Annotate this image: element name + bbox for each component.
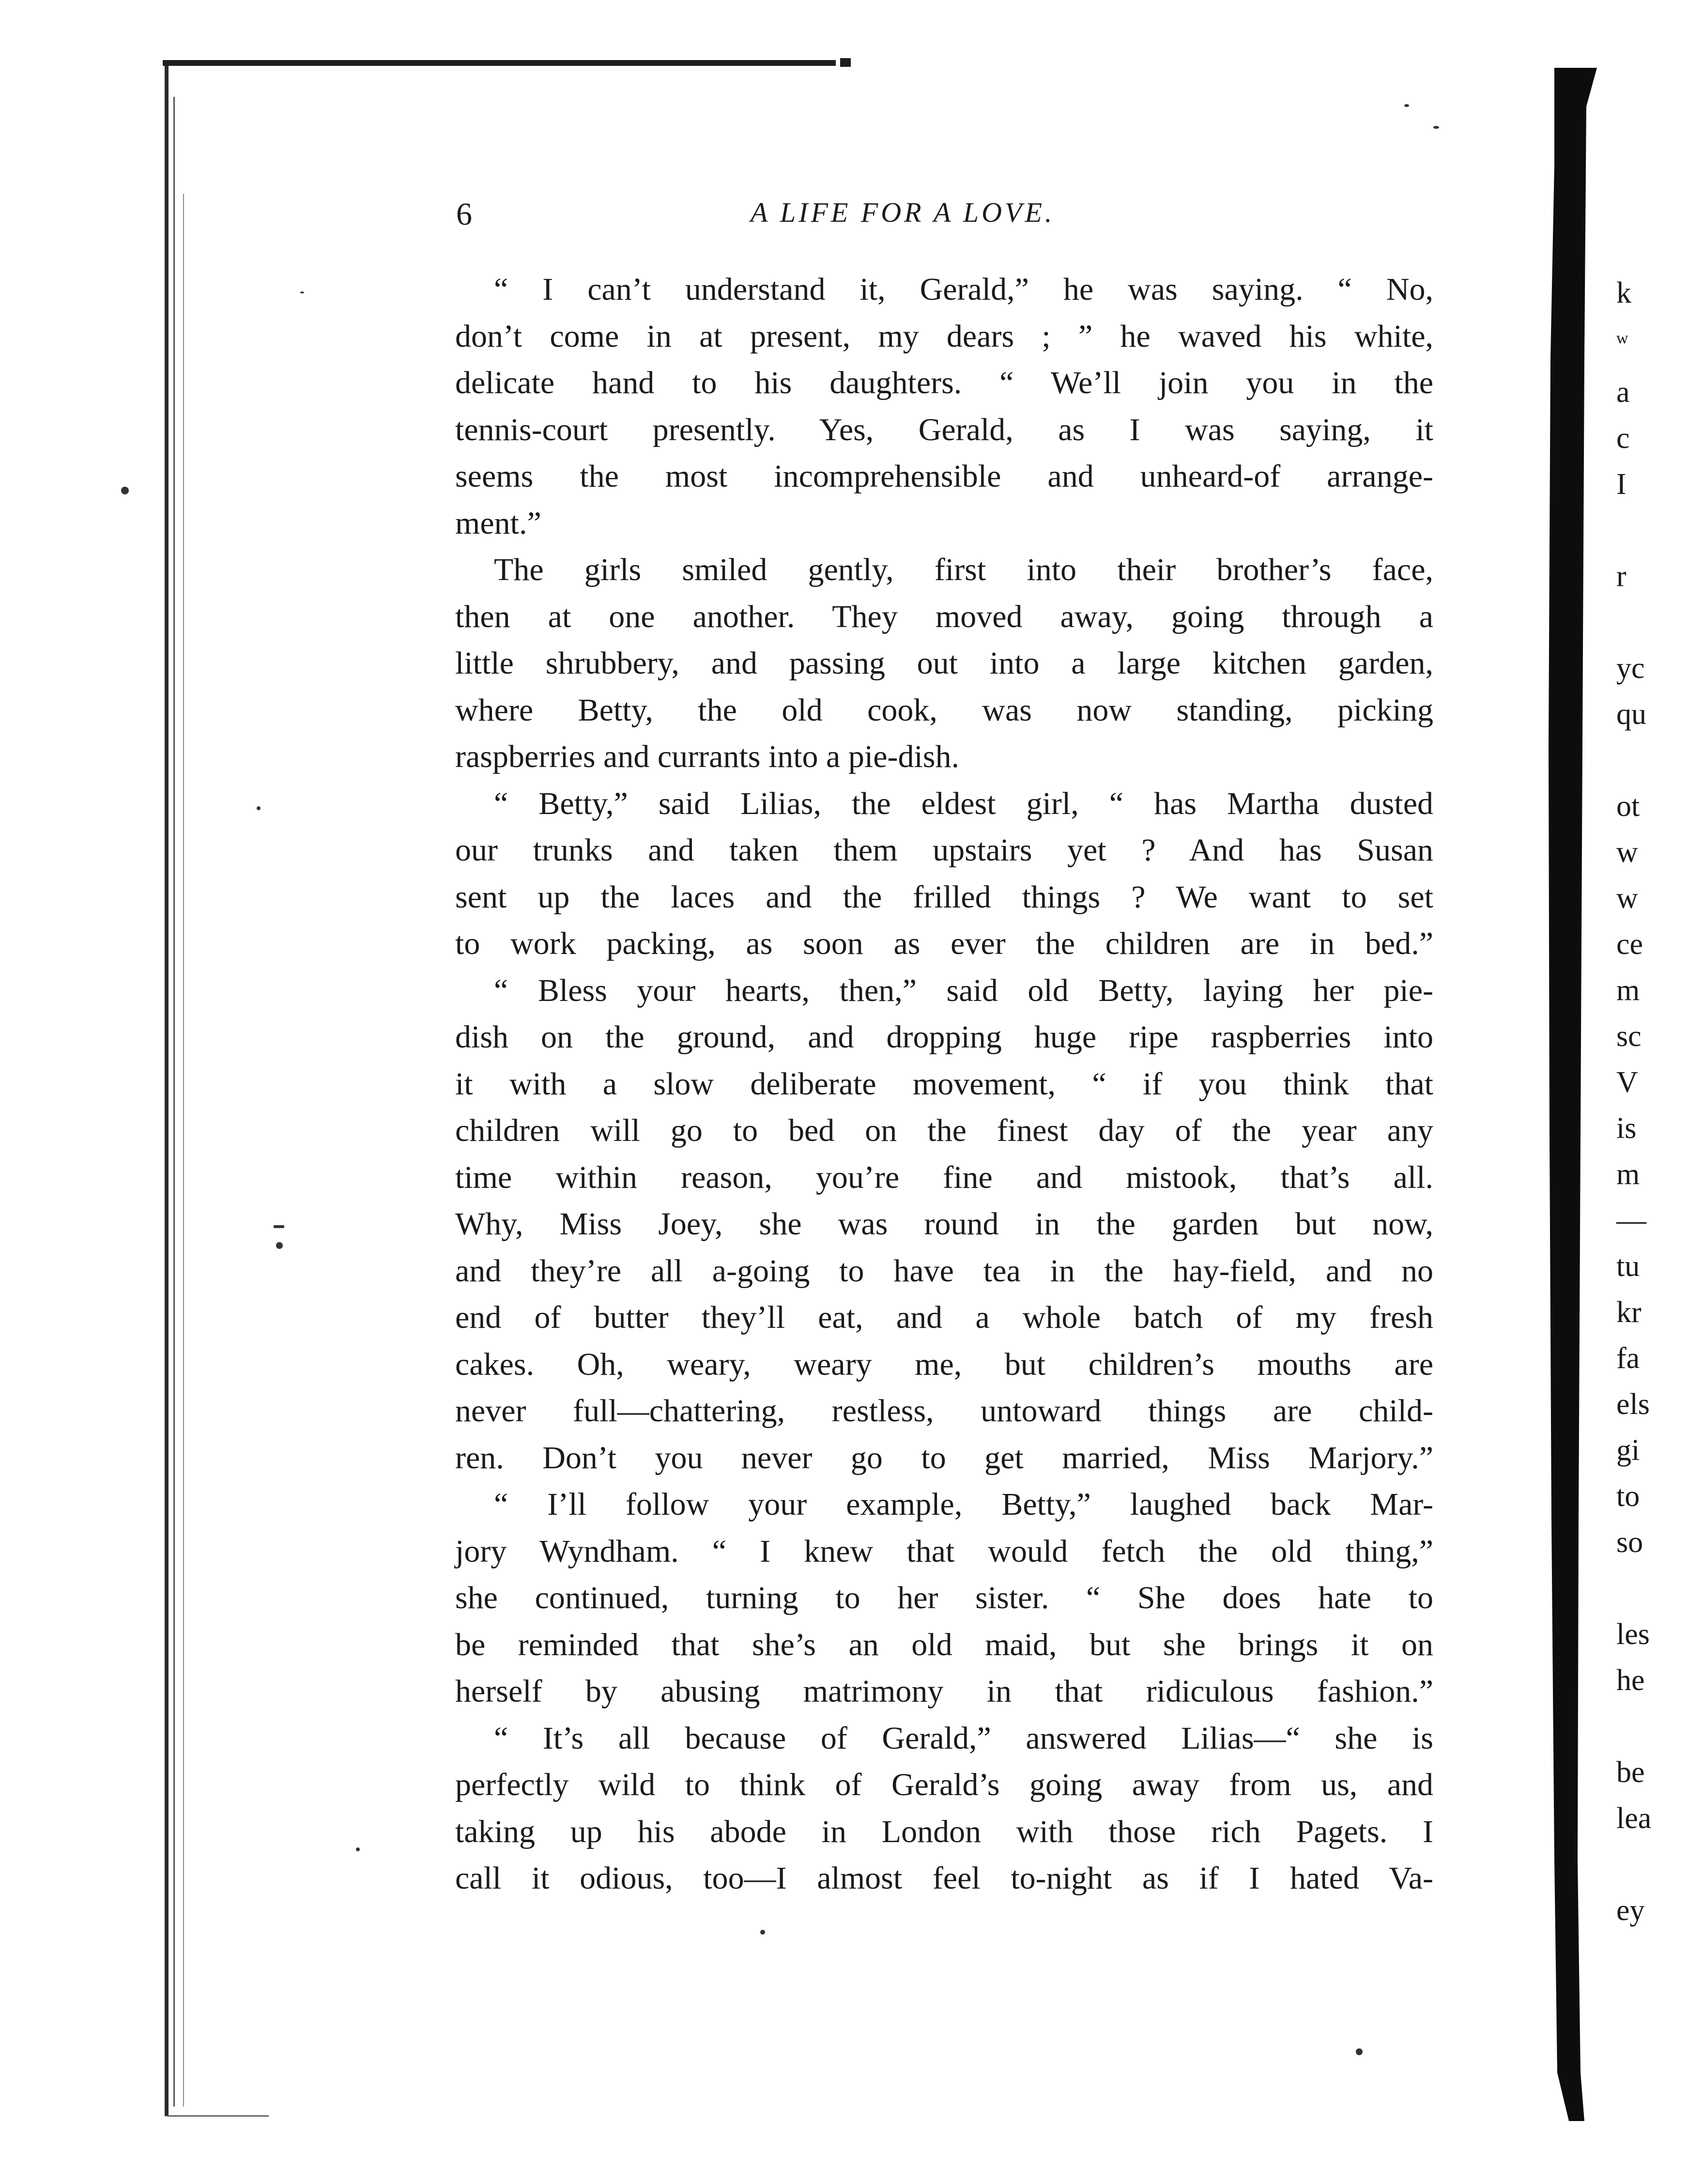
facing-fragment: lea (1616, 1802, 1652, 1835)
binding-edge-line (165, 63, 169, 2116)
facing-fragment: gi (1616, 1434, 1640, 1467)
text-line: “ Bless your hearts, then,” said old Betty, laying her pie- (494, 972, 1433, 1008)
facing-fragment: ey (1616, 1894, 1645, 1927)
scan-speck (356, 1847, 360, 1851)
text-line: call it odious, too—I almost feel to-night as if I hated Va- (455, 1861, 1433, 1896)
running-title: A LIFE FOR A LOVE. (751, 197, 1055, 228)
facing-fragment: les (1616, 1618, 1650, 1651)
facing-fragment: qu (1616, 698, 1646, 731)
text-line: ren. Don’t you never go to get married, Miss Marjory.” (455, 1440, 1433, 1476)
facing-fragment: ot (1616, 790, 1640, 823)
facing-fragment: V (1616, 1066, 1638, 1099)
gutter-shadow (1540, 68, 1598, 2121)
facing-fragment: c (1616, 422, 1630, 455)
binding-bottom-line (167, 2115, 269, 2117)
text-line: time within reason, you’re fine and mistook, that’s all. (455, 1159, 1433, 1195)
text-line: Why, Miss Joey, she was round in the garden but now, (455, 1206, 1433, 1242)
scan-speck (1404, 104, 1409, 107)
text-line: taking up his abode in London with those rich Pagets. I (455, 1814, 1433, 1849)
facing-fragment: a (1616, 376, 1630, 409)
text-line: jory Wyndham. “ I knew that would fetch the old thing,” (455, 1533, 1433, 1569)
facing-fragment: w (1616, 836, 1638, 869)
text-line: “ I’ll follow your example, Betty,” laughed back Mar- (494, 1487, 1433, 1522)
facing-fragment: he (1616, 1664, 1645, 1697)
facing-fragment: m (1616, 974, 1640, 1007)
text-line: raspberries and currants into a pie-dish. (455, 739, 959, 774)
text-line: dish on the ground, and dropping huge ripe raspberries into (455, 1019, 1433, 1055)
facing-fragment: to (1616, 1480, 1640, 1513)
top-rule (163, 60, 836, 66)
text-line: ment.” (455, 505, 541, 541)
page-number: 6 (456, 197, 472, 232)
text-line: herself by abusing matrimony in that ridiculous fashion.” (455, 1674, 1433, 1709)
text-line: children will go to bed on the finest day of the year any (455, 1113, 1433, 1148)
facing-fragment: w (1616, 882, 1638, 915)
text-line: never full—chattering, restless, untoward things are child- (455, 1393, 1433, 1429)
binding-edge-line-inner (173, 97, 175, 2107)
text-line: perfectly wild to think of Gerald’s going away from us, and (455, 1767, 1433, 1802)
scan-speck (1356, 2048, 1363, 2055)
text-line: “ It’s all because of Gerald,” answered Lilias—“ she is (494, 1720, 1433, 1756)
facing-fragment: m (1616, 1158, 1640, 1191)
page-header (456, 196, 1429, 240)
facing-fragment: — (1616, 1204, 1646, 1237)
text-line: to work packing, as soon as ever the children are in bed.” (455, 926, 1433, 961)
facing-fragment: sc (1616, 1020, 1642, 1053)
text-line: sent up the laces and the frilled things ? We want to set (455, 879, 1433, 915)
text-line: tennis-court presently. Yes, Gerald, as I was saying, it (455, 412, 1433, 447)
scan-speck (760, 1930, 765, 1935)
facing-page-edge (1616, 0, 1688, 2184)
text-line: our trunks and taken them upstairs yet ? And has Susan (455, 832, 1433, 868)
text-line: cakes. Oh, weary, weary me, but children’s mouths are (455, 1346, 1433, 1382)
text-line: be reminded that she’s an old maid, but she brings it on (455, 1627, 1433, 1662)
facing-fragment: be (1616, 1756, 1645, 1789)
text-line: little shrubbery, and passing out into a large kitchen garden, (455, 646, 1433, 681)
text-line: don’t come in at present, my dears ; ” he waved his white, (455, 318, 1433, 354)
top-rule-mark (840, 58, 851, 67)
facing-fragment: k (1616, 277, 1631, 309)
text-line: “ I can’t understand it, Gerald,” he was saying. “ No, (494, 272, 1433, 307)
text-line: it with a slow deliberate movement, “ if you think that (455, 1066, 1433, 1102)
facing-fragment: kr (1616, 1296, 1642, 1329)
body-text (455, 266, 1433, 1902)
text-line: end of butter they’ll eat, and a whole batch of my fresh (455, 1300, 1433, 1335)
facing-fragment: r (1616, 560, 1627, 593)
text-line: where Betty, the old cook, was now standing, picking (455, 692, 1433, 728)
text-line: seems the most incomprehensible and unheard-of arrange- (455, 459, 1433, 494)
text-line: and they’re all a-going to have tea in the hay-field, and no (455, 1253, 1433, 1289)
scan-speck (274, 1225, 284, 1228)
text-line: “ Betty,” said Lilias, the eldest girl, “ has Martha dusted (494, 785, 1433, 821)
scan-speck (300, 292, 304, 293)
facing-fragment: tu (1616, 1250, 1640, 1283)
text-line: The girls smiled gently, first into their brother’s face, (494, 552, 1433, 587)
text-line: she continued, turning to her sister. “ She does hate to (455, 1580, 1433, 1615)
facing-fragment: ce (1616, 928, 1643, 961)
text-line: then at one another. They moved away, going through a (455, 599, 1433, 634)
facing-fragment: fa (1616, 1342, 1640, 1375)
facing-fragment: w (1616, 329, 1628, 347)
facing-fragment: is (1616, 1112, 1637, 1145)
facing-fragment: yc (1616, 652, 1645, 685)
facing-fragment: so (1616, 1526, 1643, 1559)
scan-speck (257, 806, 261, 810)
binding-edge-line-outer (183, 194, 184, 2107)
facing-fragment: els (1616, 1388, 1650, 1421)
scan-speck (1433, 126, 1439, 129)
scan-speck (276, 1242, 283, 1249)
facing-fragment: I (1616, 468, 1627, 501)
scan-speck (121, 487, 129, 494)
text-line: delicate hand to his daughters. “ We’ll join you in the (455, 365, 1433, 400)
